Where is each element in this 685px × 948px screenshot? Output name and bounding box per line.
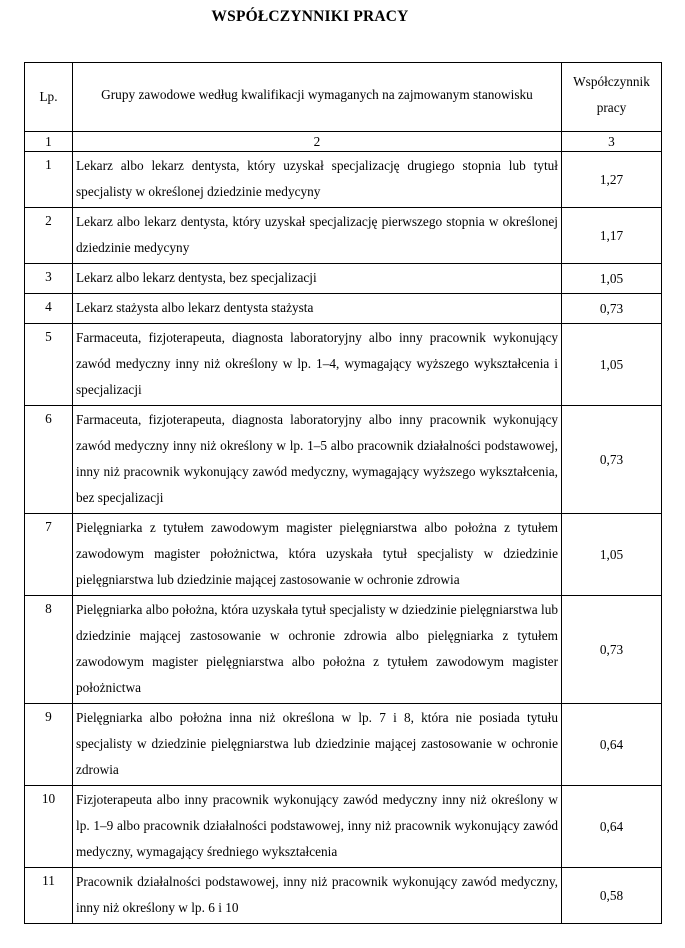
row-coefficient: 1,27 [562,152,662,208]
table-row [25,514,662,596]
row-coefficient: 0,64 [562,704,662,786]
row-number: 9 [25,704,73,786]
row-coefficient: 0,64 [562,786,662,868]
header-lp: Lp. [25,63,73,132]
row-description: Farmaceuta, fizjoterapeuta, diagnosta laboratoryjny albo inny pracownik wykonujący zawód medyczny inny niż określony w lp. 1–5 albo pracownik działalności podstawowej, inny niż pracownik wykonujący zawód medyczny, wymagający wyższego wykształcenia, bez specjalizacji [73,406,562,514]
row-description: Lekarz albo lekarz dentysta, który uzyskał specjalizację drugiego stopnia lub tytuł specjalisty w określonej dziedzinie medycyny [73,152,562,208]
row-number: 2 [25,208,73,264]
coefficients-table [24,62,662,924]
row-coefficient: 0,73 [562,294,662,324]
page-title: WSPÓŁCZYNNIKI PRACY [211,8,409,25]
row-description: Lekarz albo lekarz dentysta, który uzyskał specjalizację pierwszego stopnia w określonej dziedzinie medycyny [73,208,562,264]
row-number: 1 [25,152,73,208]
row-description: Pracownik działalności podstawowej, inny niż pracownik wykonujący zawód medyczny, inny niż określony w lp. 6 i 10 [73,868,562,924]
row-coefficient: 0,73 [562,406,662,514]
column-number-row [25,132,662,152]
row-description: Lekarz albo lekarz dentysta, bez specjalizacji [73,264,562,294]
row-coefficient: 1,05 [562,514,662,596]
table-row [25,152,662,208]
row-coefficient: 1,05 [562,264,662,294]
column-number: 3 [562,132,662,152]
table-row [25,208,662,264]
row-number: 5 [25,324,73,406]
row-description: Pielęgniarka albo położna inna niż określona w lp. 7 i 8, która nie posiada tytułu specjalisty w dziedzinie pielęgniarstwa lub dziedzinie mającej zastosowanie w ochronie zdrowia [73,704,562,786]
table-row [25,406,662,514]
row-coefficient: 1,05 [562,324,662,406]
column-number: 2 [73,132,562,152]
table-row [25,596,662,704]
row-number: 11 [25,868,73,924]
row-coefficient: 0,58 [562,868,662,924]
row-number: 7 [25,514,73,596]
table-row [25,324,662,406]
table-row [25,868,662,924]
table-row [25,786,662,868]
row-coefficient: 0,73 [562,596,662,704]
table-row [25,704,662,786]
header-group: Grupy zawodowe według kwalifikacji wymaganych na zajmowanym stanowisku [73,63,562,132]
row-number: 8 [25,596,73,704]
table-row [25,294,662,324]
row-description: Pielęgniarka albo położna, która uzyskała tytuł specjalisty w dziedzinie pielęgniarstwa lub dziedzinie mającej zastosowanie w ochronie zdrowia albo pielęgniarka z tytułem zawodowym magister pielęgniarstwa albo położna z tytułem zawodowym magister położnictwa [73,596,562,704]
row-coefficient: 1,17 [562,208,662,264]
row-description: Lekarz stażysta albo lekarz dentysta stażysta [73,294,562,324]
table-header-row [25,63,662,132]
row-number: 3 [25,264,73,294]
row-number: 10 [25,786,73,868]
row-description: Farmaceuta, fizjoterapeuta, diagnosta laboratoryjny albo inny pracownik wykonujący zawód medyczny inny niż określony w lp. 1–4, wymagający wyższego wykształcenia i specjalizacji [73,324,562,406]
row-number: 4 [25,294,73,324]
column-number: 1 [25,132,73,152]
table-row [25,264,662,294]
row-description: Fizjoterapeuta albo inny pracownik wykonujący zawód medyczny inny niż określony w lp. 1–9 albo pracownik działalności podstawowej, inny niż pracownik wykonujący zawód medyczny, wymagający średniego wykształcenia [73,786,562,868]
row-number: 6 [25,406,73,514]
header-coefficient: Współczynnik pracy [562,63,662,132]
row-description: Pielęgniarka z tytułem zawodowym magister pielęgniarstwa albo położna z tytułem zawodowym magister położnictwa, która uzyskała tytuł specjalisty w dziedzinie pielęgniarstwa lub dziedzinie mającej zastosowanie w ochronie zdrowia [73,514,562,596]
